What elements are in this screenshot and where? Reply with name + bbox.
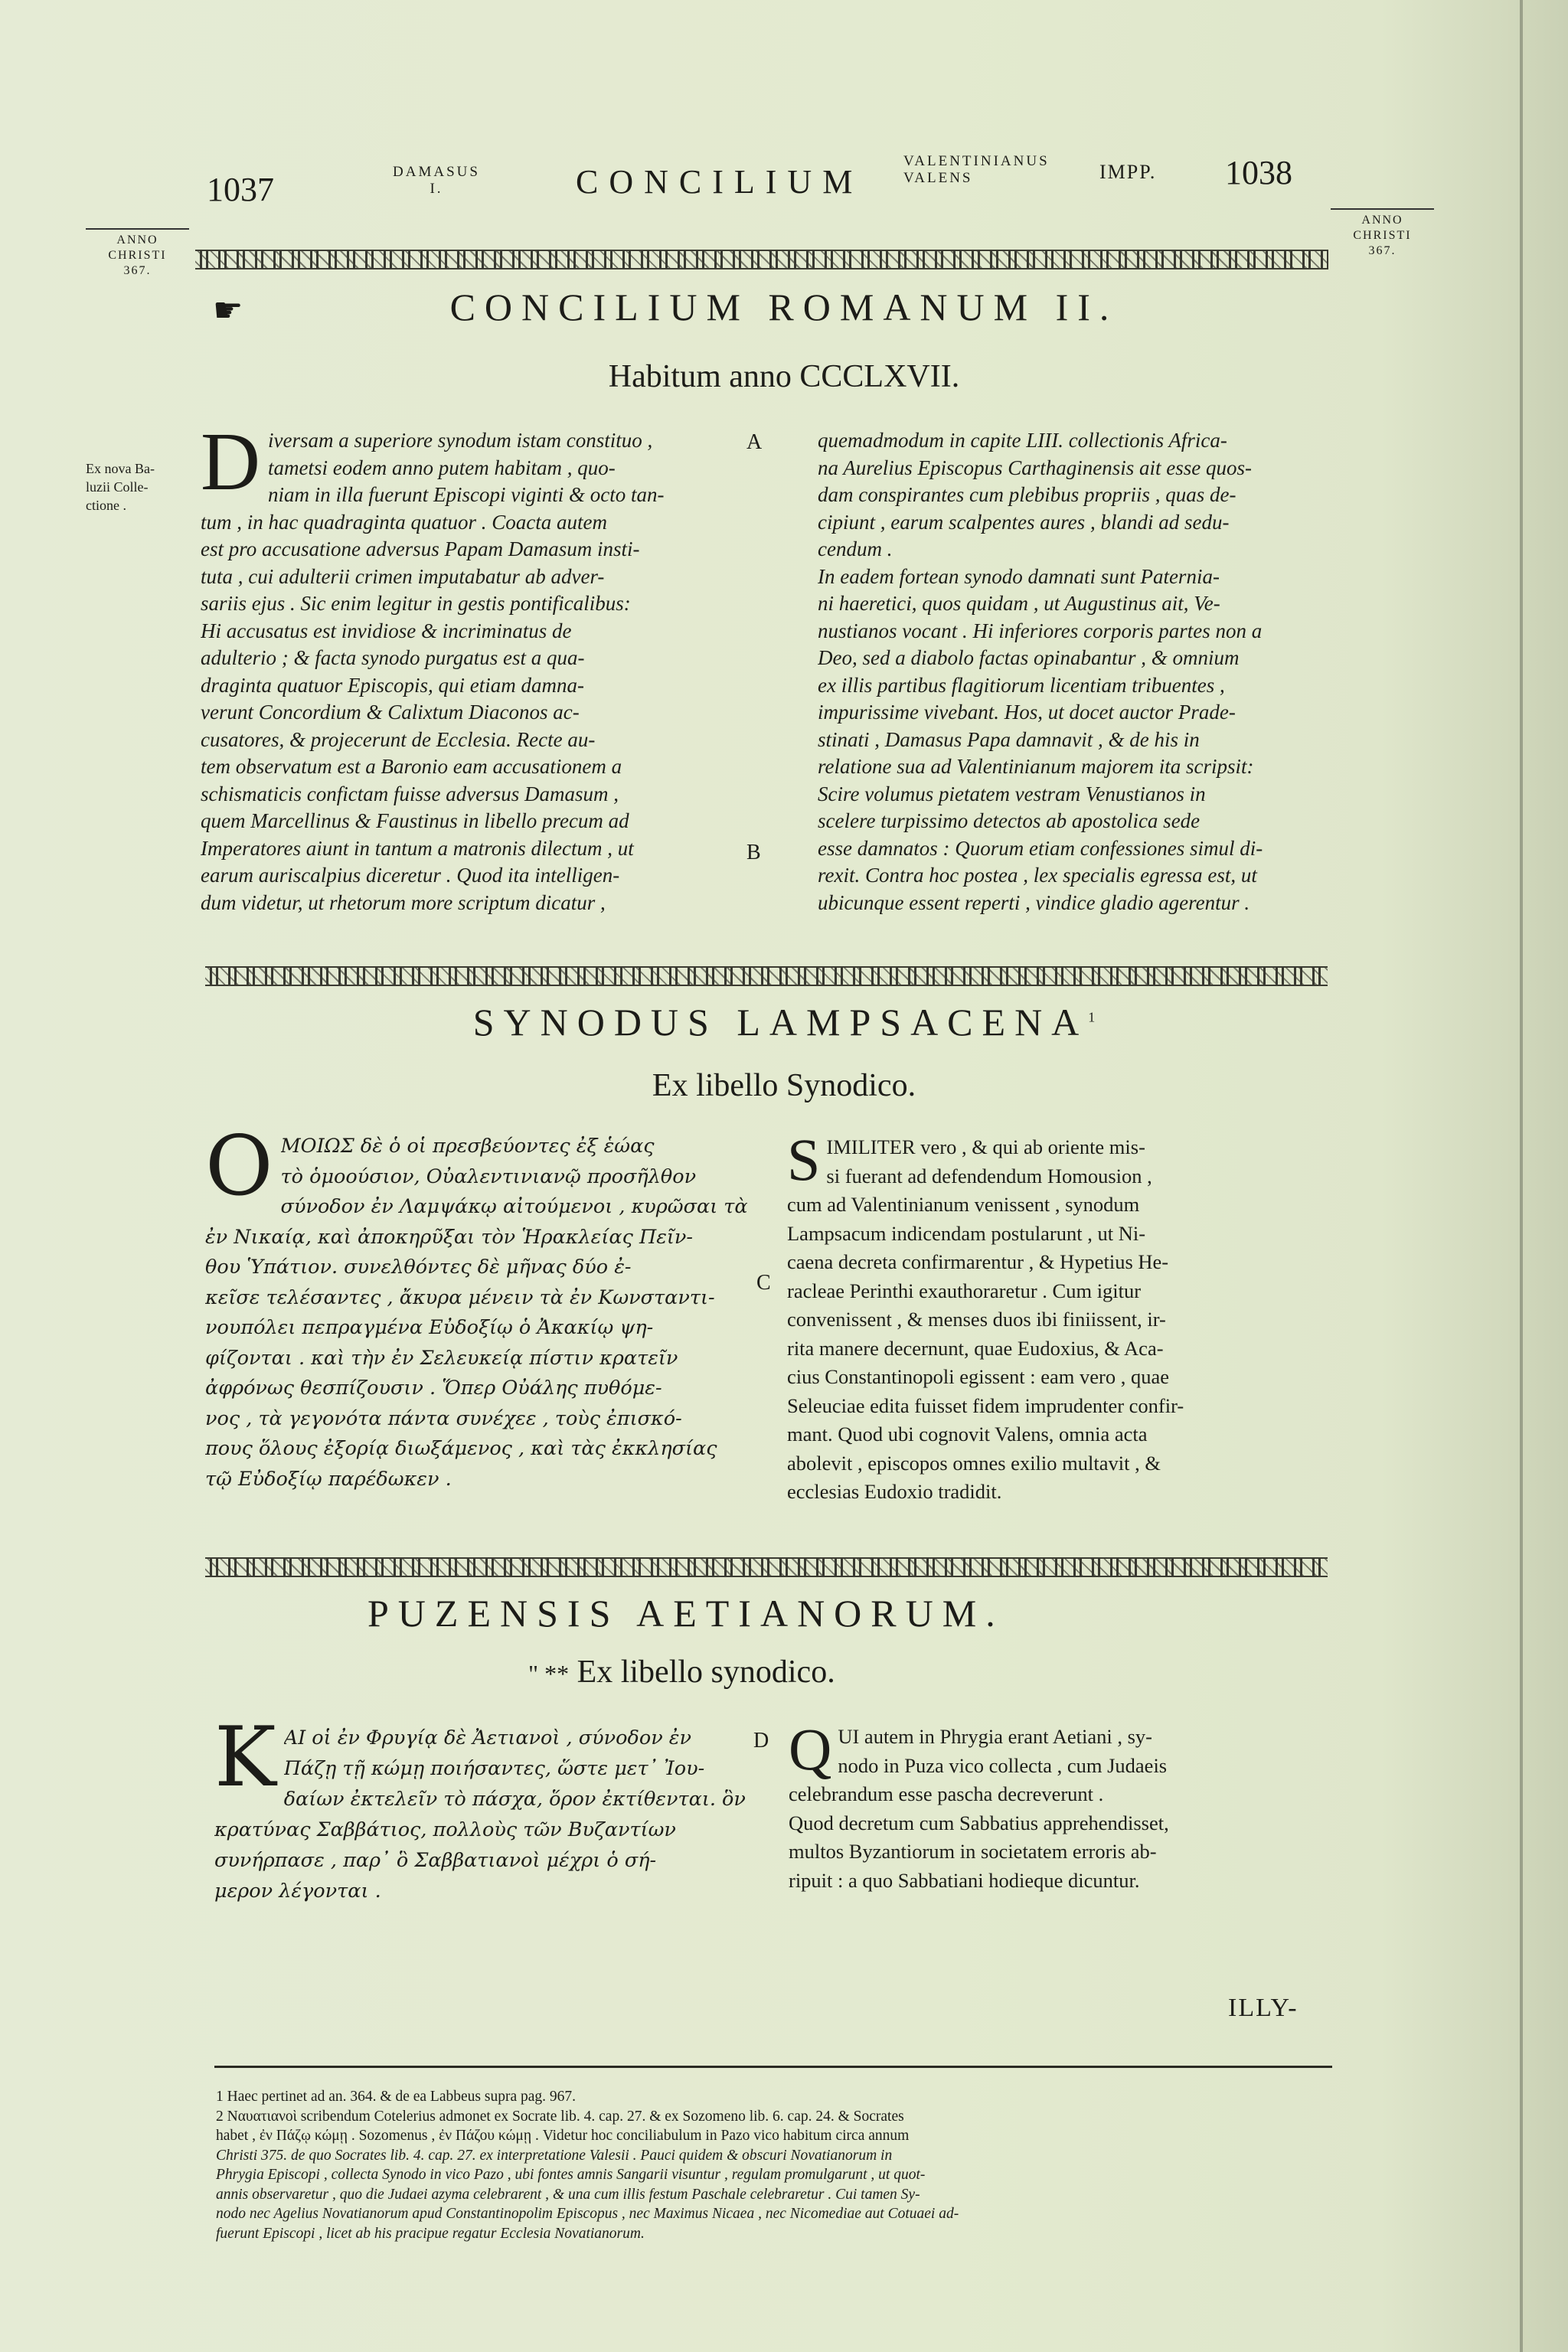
greek-text-line: νουπόλει πεπραγμένα Εὐδοξίῳ ὁ Ἀκακίῳ ψη- bbox=[205, 1316, 654, 1339]
footnotes bbox=[216, 2087, 1334, 2243]
text-line: impurissime vivebant. Hos, ut docet auctor Prade- bbox=[818, 701, 1236, 724]
text-line: cum ad Valentinianum venissent , synodum bbox=[787, 1193, 1140, 1216]
christi-label: CHRISTI bbox=[108, 249, 167, 262]
footnote-mark: " ** bbox=[528, 1660, 570, 1687]
drop-cap: Κ bbox=[214, 1710, 276, 1805]
text-line: Hi accusatus est invidiose & incriminatus de bbox=[201, 619, 572, 642]
header-impp: IMPP. bbox=[1099, 161, 1157, 183]
text-line: Scire volumus pietatem vestram Venustianos in bbox=[818, 782, 1206, 805]
greek-text-line: ἀφρόνως θεσπίζουσιν . Ὅπερ Οὐάλης πυθόμε- bbox=[205, 1377, 662, 1400]
side-note-line: Ex nova Ba- bbox=[86, 461, 155, 476]
text-line: earum auriscalpius diceretur . Quod ita intelligen- bbox=[201, 864, 620, 887]
section1-right-column bbox=[818, 427, 1329, 916]
column-lines bbox=[214, 1710, 750, 1906]
text-line: Seleuciae edita fuisset fidem imprudenter confir- bbox=[787, 1393, 1184, 1417]
text-line: dam conspirantes cum plebibus propriis , quas de- bbox=[818, 483, 1236, 506]
greek-text-line: ΑΙ οἱ ἐν Φρυγίᾳ δὲ Ἀετιανοὶ , σύνοδον ἐν bbox=[283, 1726, 691, 1749]
text-line: ripuit : a quo Sabbatiani hodieque dicuntur. bbox=[789, 1868, 1140, 1892]
section1-left-column bbox=[201, 416, 737, 916]
column-lines bbox=[818, 427, 1329, 916]
section2-greek-column bbox=[205, 1119, 753, 1494]
section3-subtitle-text: Ex libello synodico. bbox=[577, 1655, 835, 1690]
margin-letter-d: D bbox=[753, 1729, 769, 1753]
text-line: multos Byzantiorum in societatem erroris ab- bbox=[789, 1840, 1157, 1863]
anno-label: ANNO bbox=[1361, 214, 1403, 227]
header-title: CONCILIUM bbox=[576, 163, 864, 201]
text-line: iversam a superiore synodum istam constituo , bbox=[268, 429, 653, 452]
text-line: scelere turpissimo detectos ab apostolica sede bbox=[818, 809, 1200, 832]
text-line: ex illis partibus flagitiorum licentiam tribuentes , bbox=[818, 673, 1225, 697]
footnote-mark: 1 bbox=[1088, 1009, 1096, 1025]
text-line: schismaticis confictam fuisse adversus Damasum , bbox=[201, 782, 619, 805]
side-note-line: ctione . bbox=[86, 498, 126, 513]
text-line: ubicunque essent reperti , vindice gladio agerentur . bbox=[818, 890, 1250, 914]
text-line: quemadmodum in capite LIII. collectionis Africa- bbox=[818, 429, 1227, 452]
section3-subtitle bbox=[528, 1654, 835, 1690]
header-emperor-2: VALENS bbox=[903, 170, 973, 186]
section2-subtitle: Ex libello Synodico. bbox=[652, 1068, 916, 1103]
text-line: Quod decretum cum Sabbatius apprehendisset, bbox=[789, 1811, 1169, 1834]
margin-letter-b: B bbox=[746, 841, 761, 864]
page-number-right: 1038 bbox=[1225, 154, 1292, 191]
section2-title bbox=[0, 1000, 1568, 1044]
side-note bbox=[86, 459, 185, 514]
anno-christi-right bbox=[1331, 208, 1434, 259]
text-line: quem Marcellinus & Faustinus in libello precum ad bbox=[201, 809, 629, 832]
text-line: Imperatores aiunt in tantum a matronis dilectum , ut bbox=[201, 836, 634, 860]
greek-text-line: τῷ Εὐδοξίῳ παρέδωκεν . bbox=[205, 1467, 452, 1491]
section1-subtitle: Habitum anno CCCLXVII. bbox=[608, 359, 960, 394]
ornament-band-top bbox=[195, 250, 1328, 270]
book-gutter bbox=[1520, 0, 1523, 2352]
text-line: sariis ejus . Sic enim legitur in gestis pontificalibus: bbox=[201, 592, 631, 615]
section1-title: CONCILIUM ROMANUM II. bbox=[449, 286, 1119, 328]
text-line: tum , in hac quadraginta quatuor . Coacta autem bbox=[201, 510, 607, 534]
section3-greek-column bbox=[214, 1710, 750, 1906]
text-line: cendum . bbox=[818, 537, 893, 560]
greek-text-line: σύνοδον ἐν Λαμψάκῳ αἰτούμενοι , κυρῶσαι τὰ bbox=[280, 1195, 748, 1218]
text-line: IMILITER vero , & qui ab oriente mis- bbox=[826, 1135, 1145, 1158]
column-lines bbox=[789, 1716, 1335, 1895]
text-line: racleae Perinthi exauthoraretur . Cum igitur bbox=[787, 1279, 1142, 1302]
pointing-hand-icon: ☛ bbox=[213, 292, 243, 329]
text-line: ecclesias Eudoxio tradidit. bbox=[787, 1480, 1002, 1503]
greek-text-line: νος , τὰ γεγονότα πάντα συνέχεε , τοὺς ἐπισκό- bbox=[205, 1406, 682, 1430]
greek-text-line: θου Ὑπάτιον. συνελθόντες δὲ μῆνας δύο ἐ- bbox=[205, 1256, 632, 1279]
catchword: ILLY- bbox=[1228, 1994, 1298, 2022]
text-line: stinati , Damasus Papa damnavit , & de his in bbox=[818, 727, 1200, 751]
text-line: draginta quatuor Episcopis, qui etiam damna- bbox=[201, 673, 584, 697]
header-pope bbox=[383, 164, 490, 198]
text-line: UI autem in Phrygia erant Aetiani , sy- bbox=[838, 1725, 1152, 1748]
text-line: na Aurelius Episcopus Carthaginensis ait esse quos- bbox=[818, 456, 1252, 479]
text-line: convenissent , & menses duos ibi finiissent, ir- bbox=[787, 1308, 1166, 1331]
text-line: niam in illa fuerunt Episcopi viginti & octo tan- bbox=[268, 483, 665, 506]
section3-title: PUZENSIS AETIANORUM. bbox=[368, 1592, 1004, 1635]
greek-text-line: τὸ ὁμοούσιον, Οὐαλεντινιανῷ προσῆλθον bbox=[280, 1165, 697, 1188]
anno-label: ANNO bbox=[116, 234, 158, 247]
footnote-lines bbox=[216, 2087, 1334, 2243]
header-emperor-1: VALENTINIANUS bbox=[903, 153, 1050, 169]
text-line: cipiunt , earum scalpentes aures , blandi ad sedu- bbox=[818, 510, 1230, 534]
year-label: 367. bbox=[123, 264, 152, 277]
text-line: rita manere decernunt, quae Eudoxius, & Aca- bbox=[787, 1336, 1164, 1360]
anno-christi-left bbox=[86, 228, 189, 279]
section2-title-text: SYNODUS LAMPSACENA bbox=[472, 1001, 1089, 1044]
text-line: si fuerant ad defendendum Homousion , bbox=[826, 1164, 1152, 1187]
greek-text-line: μερον λέγονται . bbox=[214, 1880, 381, 1903]
text-line: Deo, sed a diabolo factas opinabantur , & omnium bbox=[818, 646, 1240, 669]
text-line: nodo in Puza vico collecta , cum Judaeis bbox=[838, 1753, 1168, 1777]
header-emperors bbox=[903, 153, 1050, 187]
footnote-line: Christi 375. de quo Socrates lib. 4. cap. 27. ex interpretatione Valesii . Pauci quidem & obscuri Novatianorum in bbox=[216, 2147, 893, 2164]
margin-letter-a: A bbox=[746, 430, 763, 454]
greek-text-line: Πάζῃ τῇ κώμῃ ποιήσαντες, ὥστε μετ᾽ Ἰου- bbox=[283, 1757, 705, 1780]
drop-cap: Q bbox=[789, 1716, 832, 1782]
greek-text-line: δαίων ἐκτελεῖν τὸ πάσχα, ὅρον ἐκτίθενται. ὃν bbox=[283, 1788, 746, 1811]
greek-text-line: ἐν Νικαίᾳ, καὶ ἀποκηρῦξαι τὸν Ἡρακλείας Πεῖν- bbox=[205, 1225, 694, 1249]
year-label: 367. bbox=[1368, 244, 1396, 257]
footnote-line: habet , ἐν Πάζῳ κώμῃ . Sozomenus , ἐν Πάζου κώμῃ . Videtur hoc conciliabulum in Pazo vico habitum circa annum bbox=[216, 2128, 910, 2144]
text-line: adulterio ; & facta synodo purgatus est a qua- bbox=[201, 646, 585, 669]
text-line: mant. Quod ubi cognovit Valens, omnia acta bbox=[787, 1423, 1148, 1446]
footnote-line: 2 Ναυατιανοὶ scribendum Cotelerius admonet ex Socrate lib. 4. cap. 27. & ex Sozomeno lib. 6. cap. 24. & Socrates bbox=[216, 2108, 904, 2125]
text-line: tuta , cui adulterii crimen imputabatur ab adver- bbox=[201, 564, 605, 588]
text-line: In eadem fortean synodo damnati sunt Paternia- bbox=[818, 564, 1220, 588]
greek-text-line: κεῖσε τελέσαντες , ἄκυρα μένειν τὰ ἐν Κωνσταντι- bbox=[205, 1285, 715, 1309]
footnote-line: nodo nec Agelius Novatianorum apud Constantinopolim Episcopus , nec Maximus Nicaea , nec Nicomediae aut Cotuaei ad- bbox=[216, 2206, 959, 2222]
footnote-line: annis observaretur , quo die Judaei azyma celebrarent , & una cum illis festum Paschale celebraretur . Cui tamen Sy- bbox=[216, 2186, 920, 2203]
text-line: tem observatum est a Baronio eam accusationem a bbox=[201, 755, 622, 778]
text-line: tametsi eodem anno putem habitam , quo- bbox=[268, 456, 616, 479]
column-lines bbox=[201, 416, 737, 916]
text-line: est pro accusatione adversus Papam Damasum insti- bbox=[201, 537, 640, 560]
text-line: rexit. Contra hoc postea , lex specialis egressa est, ut bbox=[818, 864, 1257, 887]
greek-text-line: κρατύνας Σαββάτιος, πολλοὺς τῶν Βυζαντίων bbox=[214, 1818, 676, 1841]
text-line: dum videtur, ut rhetorum more scriptum dicatur , bbox=[201, 890, 606, 914]
ornament-band-middle bbox=[205, 966, 1328, 986]
christi-label: CHRISTI bbox=[1353, 229, 1412, 242]
text-line: abolevit , episcopos omnes exilio multavit , & bbox=[787, 1451, 1161, 1475]
text-line: celebrandum esse pascha decreverunt . bbox=[789, 1782, 1104, 1805]
text-line: Lampsacum indicendam postularunt , ut Ni- bbox=[787, 1221, 1146, 1245]
header-pope-number: I. bbox=[430, 181, 443, 197]
footnote-rule bbox=[214, 2066, 1332, 2068]
greek-text-line: φίζονται . καὶ τὴν ἐν Σελευκείᾳ πίστιν κρατεῖν bbox=[205, 1346, 678, 1370]
section3-latin-column bbox=[789, 1716, 1335, 1895]
text-line: nustianos vocant . Hi inferiores corporis partes non a bbox=[818, 619, 1263, 642]
text-line: cusatores, & projecerunt de Ecclesia. Recte au- bbox=[201, 727, 596, 751]
page-number-left: 1037 bbox=[207, 171, 274, 208]
drop-cap: Ο bbox=[205, 1119, 273, 1214]
column-lines bbox=[787, 1126, 1334, 1507]
side-note-line: luzii Colle- bbox=[86, 479, 149, 495]
text-line: cius Constantinopoli egissent : eam vero , quae bbox=[787, 1365, 1169, 1388]
header-pope-name: DAMASUS bbox=[393, 164, 480, 180]
text-line: ni haeretici, quos quidam , ut Augustinus ait, Ve- bbox=[818, 592, 1220, 615]
footnote-line: fuerunt Episcopi , licet ab his pracipue regatur Ecclesia Novatianorum. bbox=[216, 2225, 645, 2242]
text-line: caena decreta confirmarentur , & Hypetius He- bbox=[787, 1250, 1169, 1273]
footnote-line: Phrygia Episcopi , collecta Synodo in vico Pazo , ubi fontes amnis Sangarii visuntur , regulam promulgarunt , ut quot- bbox=[216, 2167, 926, 2183]
margin-letter-c: C bbox=[756, 1271, 771, 1295]
column-lines bbox=[205, 1119, 753, 1494]
ornament-band-lower bbox=[205, 1557, 1328, 1577]
text-line: verunt Concordium & Calixtum Diaconos ac- bbox=[201, 701, 580, 724]
greek-text-line: πους ὅλους ἐξορίᾳ διωξάμενος , καὶ τὰς ἐκκλησίας bbox=[205, 1437, 717, 1460]
greek-text-line: συνήρπασε , παρ᾽ ὃ Σαββατιανοὶ μέχρι ὁ σή- bbox=[214, 1849, 657, 1872]
greek-text-line: ΜΟΙΩΣ δὲ ὁ οἱ πρεσβεύοντες ἐξ ἑώας bbox=[280, 1135, 655, 1158]
drop-cap: D bbox=[201, 416, 260, 508]
section2-latin-column bbox=[787, 1126, 1334, 1507]
footnote-line: 1 Haec pertinet ad an. 364. & de ea Labbeus supra pag. 967. bbox=[216, 2089, 576, 2105]
drop-cap: S bbox=[787, 1126, 821, 1193]
text-line: esse damnatos : Quorum etiam confessiones simul di- bbox=[818, 836, 1263, 860]
text-line: relatione sua ad Valentinianum majorem ita scripsit: bbox=[818, 755, 1254, 778]
